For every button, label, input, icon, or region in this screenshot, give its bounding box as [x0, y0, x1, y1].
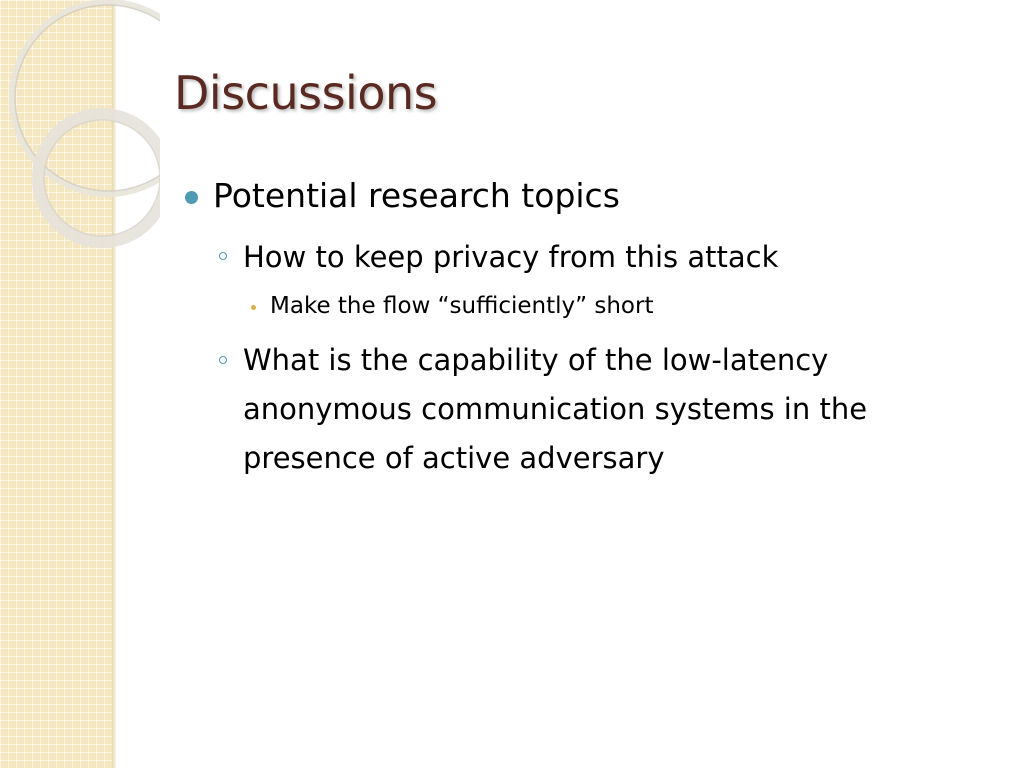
- bullet-level3-a: Make the flow “sufficiently” short: [270, 293, 654, 319]
- ring-bullet-icon: [219, 252, 227, 260]
- small-dot-bullet-icon: [251, 305, 256, 310]
- ring-bullet-icon: [219, 356, 227, 364]
- slide-title: Discussions: [174, 66, 438, 120]
- bullet-level2-a: How to keep privacy from this attack: [243, 240, 779, 274]
- filled-circle-bullet-icon: [185, 191, 198, 204]
- bullet-level1: Potential research topics: [213, 176, 620, 215]
- bullet-level2-b: What is the capability of the low-latency anonymous communication systems in the presence of active adversary: [243, 343, 868, 475]
